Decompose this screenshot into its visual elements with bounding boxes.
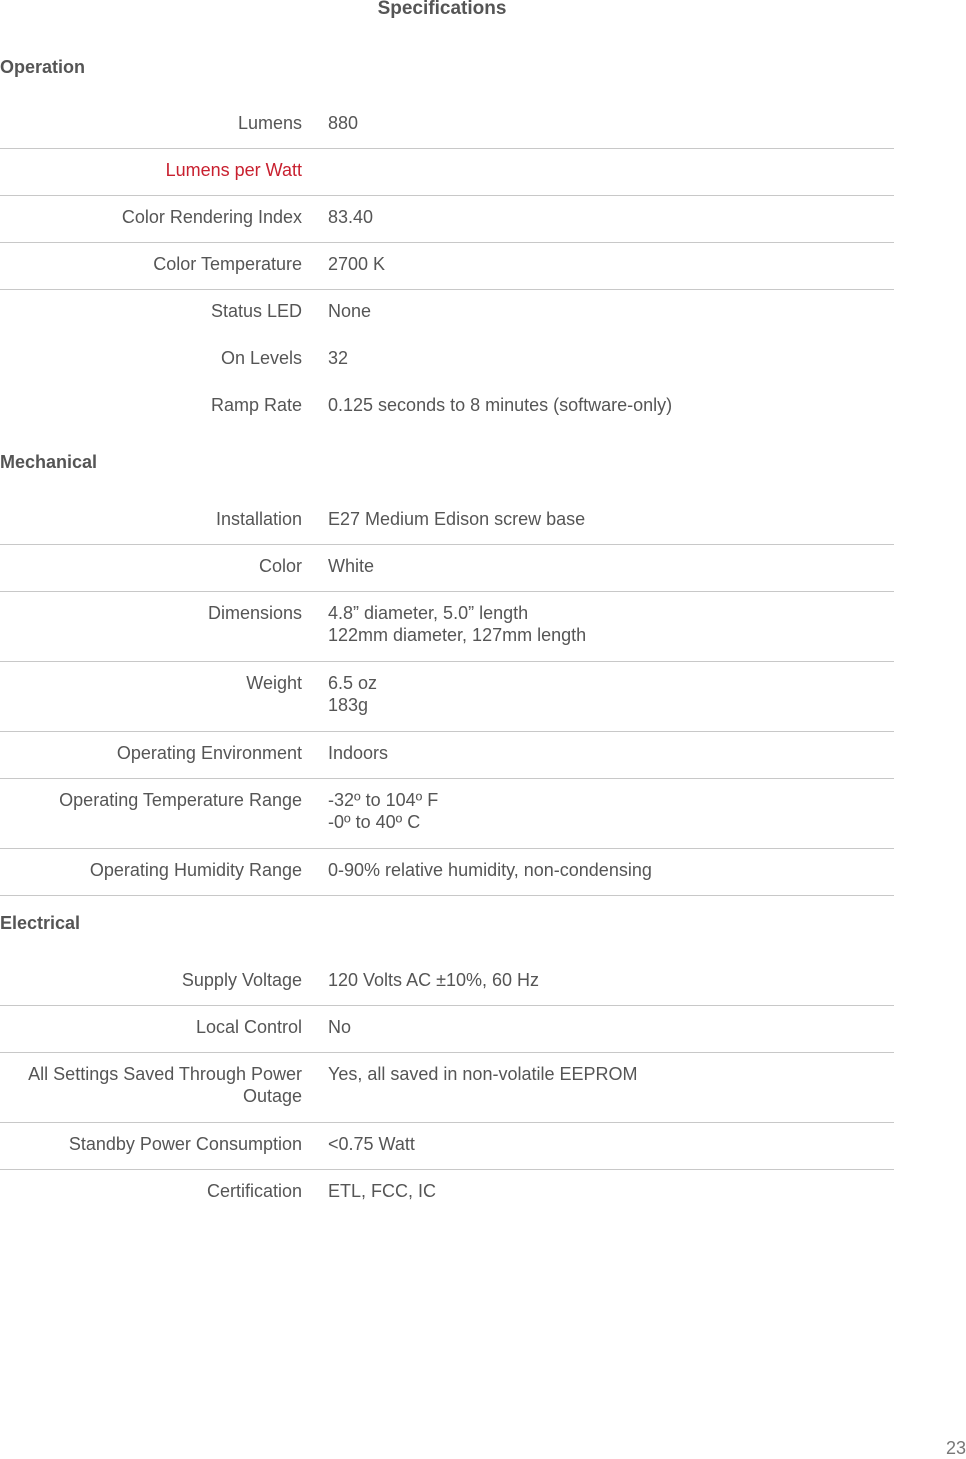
spec-value — [328, 1053, 894, 1122]
spec-value — [328, 149, 894, 195]
spec-row-settings-saved — [0, 1053, 894, 1123]
spec-value-line: Indoors — [328, 743, 389, 763]
spec-label: Color Temperature — [153, 254, 302, 274]
spec-row-weight — [0, 662, 894, 732]
spec-label: Weight — [246, 673, 302, 693]
spec-value-line: E27 Medium Edison screw base — [328, 509, 586, 529]
spec-row-color-rendering-index — [0, 196, 894, 243]
spec-row-operating-humidity-range — [0, 849, 894, 896]
spec-row-on-levels — [0, 337, 894, 384]
electrical-section — [0, 912, 894, 1217]
mechanical-section — [0, 451, 894, 896]
spec-label: Operating Environment — [116, 743, 302, 763]
mechanical-spec-list — [0, 498, 894, 896]
spec-value-line: -32º to 104º F — [328, 790, 439, 810]
page-number: 23 — [945, 1438, 966, 1458]
spec-row-ramp-rate — [0, 384, 894, 431]
spec-value — [328, 732, 894, 778]
operation-section — [0, 56, 894, 431]
spec-label: Installation — [215, 509, 302, 529]
operation-heading: Operation — [0, 57, 86, 77]
spec-row-certification — [0, 1170, 894, 1217]
spec-row-lumens-per-watt — [0, 149, 894, 196]
spec-value-line: White — [328, 556, 375, 576]
mechanical-heading: Mechanical — [0, 452, 98, 472]
spec-value-line: 120 Volts AC ±10%, 60 Hz — [328, 970, 539, 990]
spec-value — [328, 1123, 894, 1169]
spec-row-operating-environment — [0, 732, 894, 779]
spec-value-line: 4.8” diameter, 5.0” length — [328, 603, 529, 623]
spec-label: All Settings Saved Through Power Outage — [28, 1064, 302, 1106]
spec-label: Standby Power Consumption — [68, 1134, 302, 1154]
spec-value-line: -0º to 40º C — [328, 812, 421, 832]
spec-value — [328, 1006, 894, 1052]
spec-row-lumens — [0, 102, 894, 149]
spec-value-line: 0.125 seconds to 8 minutes (software-only) — [328, 395, 673, 415]
spec-value-line: <0.75 Watt — [328, 1134, 415, 1154]
spec-label: Status LED — [210, 301, 302, 321]
spec-value-line: 0-90% relative humidity, non-condensing — [328, 860, 652, 880]
spec-value — [328, 243, 894, 289]
spec-label: Dimensions — [207, 603, 302, 623]
spec-row-installation — [0, 498, 894, 545]
spec-row-color — [0, 545, 894, 592]
spec-value-line: 2700 K — [328, 254, 386, 274]
spec-label: Ramp Rate — [210, 395, 302, 415]
spec-label: On Levels — [220, 348, 302, 368]
spec-value — [328, 849, 894, 895]
spec-label: Operating Humidity Range — [89, 860, 302, 880]
spec-value — [328, 1170, 894, 1217]
electrical-spec-list — [0, 959, 894, 1217]
spec-value-line: 32 — [328, 348, 349, 368]
spec-value-line: None — [328, 301, 372, 321]
spec-label: Supply Voltage — [181, 970, 302, 990]
spec-value — [328, 384, 894, 431]
spec-value — [328, 498, 894, 544]
spec-value-line: 122mm diameter, 127mm length — [328, 625, 587, 645]
spec-label: Local Control — [195, 1017, 302, 1037]
spec-label: Color Rendering Index — [121, 207, 302, 227]
spec-value — [328, 196, 894, 242]
spec-value — [328, 592, 894, 661]
spec-row-standby-power-consumption — [0, 1123, 894, 1170]
spec-value — [328, 662, 894, 731]
spec-value — [328, 337, 894, 384]
spec-row-color-temperature — [0, 243, 894, 290]
spec-row-local-control — [0, 1006, 894, 1053]
spec-label: Lumens per Watt — [165, 160, 302, 180]
spec-value — [328, 102, 894, 148]
operation-spec-list — [0, 102, 894, 431]
spec-value-line: 83.40 — [328, 207, 374, 227]
spec-label: Lumens — [237, 113, 302, 133]
spec-value — [328, 959, 894, 1005]
spec-row-supply-voltage — [0, 959, 894, 1006]
spec-value-line: 880 — [328, 113, 359, 133]
spec-value-line: 6.5 oz — [328, 673, 378, 693]
spec-label: Color — [258, 556, 302, 576]
page-title: Specifications — [377, 0, 507, 19]
spec-row-operating-temperature-range — [0, 779, 894, 849]
spec-value — [328, 290, 894, 337]
spec-label: Operating Temperature Range — [59, 790, 302, 810]
spec-value-line: 183g — [328, 695, 369, 715]
spec-label: Certification — [206, 1181, 302, 1201]
spec-value — [328, 779, 894, 848]
spec-row-dimensions — [0, 592, 894, 662]
spec-row-status-led — [0, 290, 894, 337]
spec-value-line: ETL, FCC, IC — [328, 1181, 437, 1201]
spec-value-line: Yes, all saved in non-volatile EEPROM — [328, 1064, 638, 1084]
spec-value-line: No — [328, 1017, 352, 1037]
electrical-heading: Electrical — [0, 913, 81, 933]
spec-value — [328, 545, 894, 591]
